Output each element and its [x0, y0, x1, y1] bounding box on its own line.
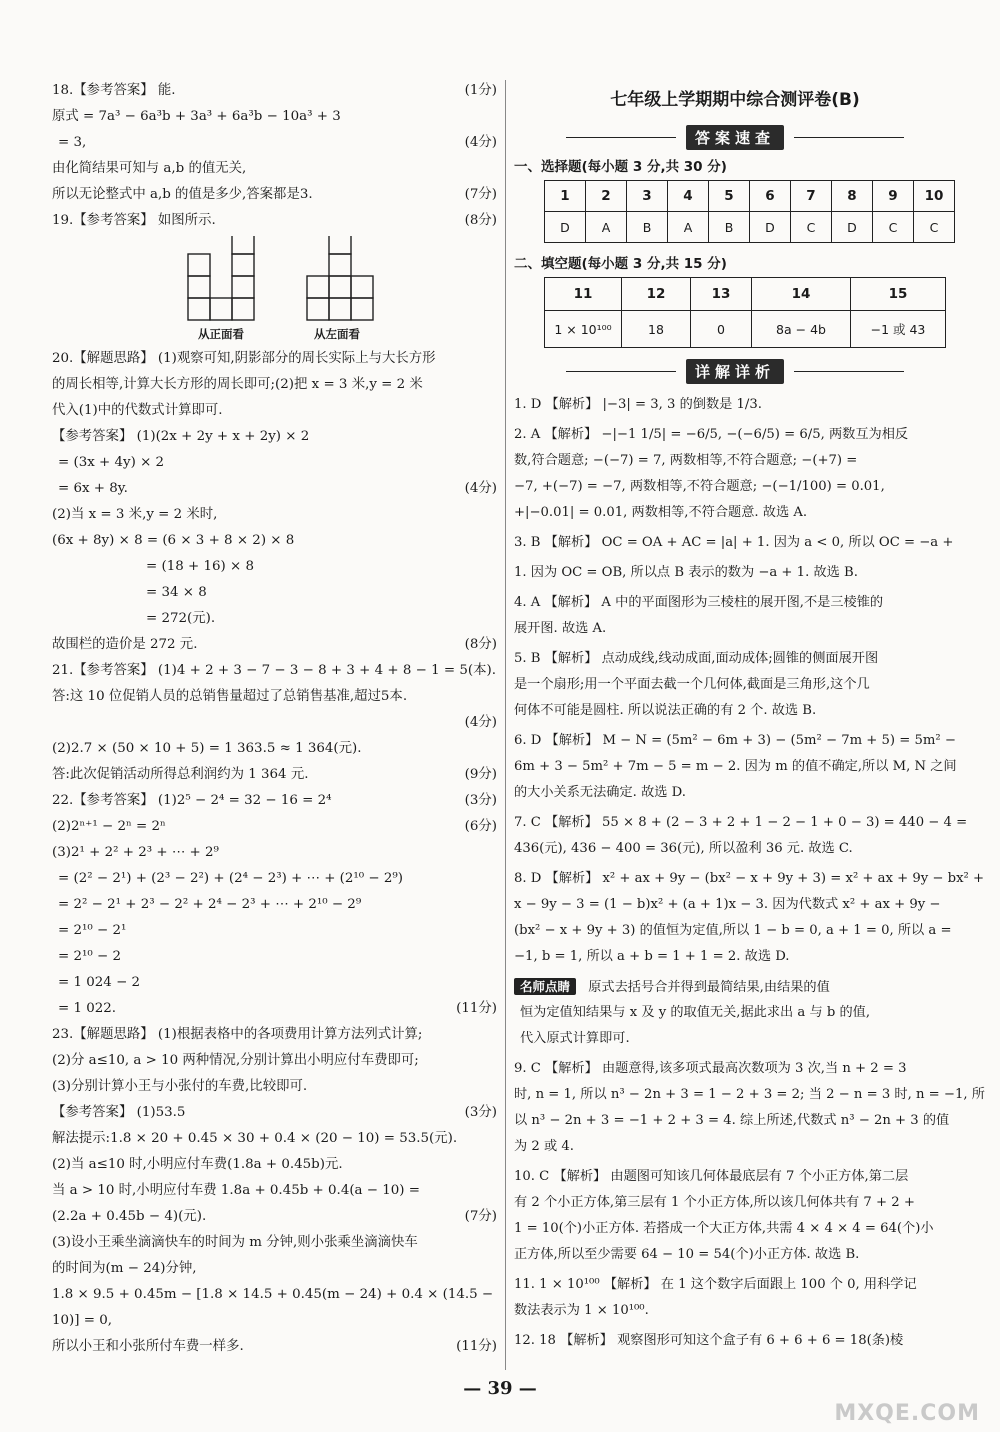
question-number-cell: 5 — [709, 181, 750, 212]
answer-text: 10)] = 0, — [52, 1313, 112, 1328]
watermark-logo: MXQE.COM — [834, 1401, 980, 1426]
answer-cell: D — [545, 212, 586, 243]
score-label: (4分) — [464, 481, 497, 496]
answer-text: 由化简结果可知与 a,b 的值无关, — [52, 161, 247, 176]
left-view-caption: 从左面看 — [314, 327, 360, 341]
answer-text: (6x + 8y) × 8 = (6 × 3 + 8 × 2) × 8 — [52, 533, 295, 548]
explanation-block-2 — [514, 1056, 985, 1354]
explanation-line: 正方体,所以至少需要 64 − 10 = 54(个)小正方体. 故选 B. — [514, 1247, 860, 1262]
score-label: (6分) — [464, 819, 497, 834]
answer-line — [52, 1126, 497, 1152]
column-divider — [505, 80, 506, 1370]
answer-line — [52, 1204, 497, 1230]
answer-text: 所以小王和小张所付车费一样多. — [52, 1339, 244, 1354]
answer-line — [52, 156, 497, 182]
answer-line — [52, 814, 497, 840]
answer-line — [52, 1230, 497, 1256]
question-number-cell: 8 — [832, 181, 873, 212]
banner-answer-quick — [514, 120, 956, 154]
answer-line — [52, 1152, 497, 1178]
answer-text: (3)2¹ + 2² + 2³ + ⋯ + 2⁹ — [52, 845, 219, 860]
answer-line — [52, 944, 497, 970]
answer-text: (2)分 a≤10, a > 10 两种情况,分别计算出小明应付车费即可; — [52, 1053, 419, 1068]
views-svg — [152, 236, 412, 322]
explanation-line: (bx² − x + 9y + 3) 的值恒为定值,所以 1 − b = 0, a + 1 = 0, 所以 a = — [514, 923, 952, 938]
answer-text: (2)当 x = 3 米,y = 2 米时, — [52, 507, 218, 522]
score-label: (4分) — [464, 135, 497, 150]
answer-text: 答:此次促销活动所得总利润约为 1 364 元. — [52, 767, 309, 782]
answer-line — [52, 1334, 497, 1360]
score-label: (3分) — [464, 793, 497, 808]
answer-text: 代入(1)中的代数式计算即可. — [52, 403, 223, 418]
answer-text: 解法提示:1.8 × 20 + 0.45 × 30 + 0.4 × (20 − 10) = 53.5(元). — [52, 1131, 458, 1146]
question-number-cell: 10 — [914, 181, 955, 212]
teacher-note-tag: 名师点睛 — [514, 978, 576, 995]
score-label: (1分) — [464, 83, 497, 98]
score-label: (11分) — [456, 1001, 497, 1016]
answer-line — [52, 346, 497, 372]
section-choice-heading: 一、选择题(每小题 3 分,共 30 分) — [514, 159, 727, 175]
answer-line — [52, 684, 497, 710]
answer-cell: A — [668, 212, 709, 243]
answer-text: = 6x + 8y. — [58, 481, 128, 496]
answer-line — [52, 1256, 497, 1282]
answer-cell: C — [873, 212, 914, 243]
explanation-line: 5. B 【解析】 点动成线,线动成面,面动成体;圆锥的侧面展开图 — [514, 651, 879, 666]
answer-line — [52, 632, 497, 658]
answer-text: = 1 022. — [58, 1001, 117, 1016]
answer-line — [52, 710, 497, 736]
answer-text: = (18 + 16) × 8 — [146, 559, 254, 574]
teacher-note — [514, 974, 956, 1052]
answer-cell: −1 或 43 — [851, 311, 946, 348]
answer-line — [52, 424, 497, 450]
score-label: (9分) — [464, 767, 497, 782]
answer-cell: A — [586, 212, 627, 243]
answer-line — [52, 1178, 497, 1204]
explanation-line: x − 9y − 3 = (1 − b)x² + (a + 1)x − 3. 因为代数式 x² + ax + 9y − — [514, 897, 941, 912]
answer-text: 的时间为(m − 24)分钟, — [52, 1261, 197, 1276]
answer-line — [52, 606, 497, 632]
explanation-line: 11. 1 × 10¹⁰⁰ 【解析】 在 1 这个数字后面跟上 100 个 0, 用科学记 — [514, 1277, 917, 1292]
right-column — [514, 78, 985, 1354]
explanation-line: 3. B 【解析】 OC = OA + AC = |a| + 1. 因为 a < 0, 所以 OC = −a + — [514, 535, 954, 550]
answer-cell: B — [627, 212, 668, 243]
answer-cell: D — [832, 212, 873, 243]
answer-text: 故围栏的造价是 272 元. — [52, 637, 198, 652]
answer-line — [52, 182, 497, 208]
answer-line — [52, 398, 497, 424]
explanation-line: 2. A 【解析】 −|−1 1/5| = −6/5, −(−6/5) = 6/5, 两数互为相反 — [514, 427, 909, 442]
explanation-line: 数,符合题意; −(−7) = 7, 两数相等,不符合题意; −(+7) = — [514, 453, 858, 468]
banner-label: 答案速查 — [686, 125, 784, 150]
answer-cell: B — [709, 212, 750, 243]
explanation-line: 展开图. 故选 A. — [514, 621, 607, 636]
answer-text: 【参考答案】 (1)53.5 — [52, 1105, 186, 1120]
question-number-cell: 2 — [586, 181, 627, 212]
answer-text: = 1 024 − 2 — [58, 975, 141, 990]
answer-text: 【参考答案】 (1)(2x + 2y + x + 2y) × 2 — [52, 429, 310, 444]
answer-line — [52, 840, 497, 866]
explanation-line: 10. C 【解析】 由题图可知该几何体最底层有 7 个小正方体,第二层 — [514, 1169, 909, 1184]
explanation-line: 1 = 10(个)小正方体. 若搭成一个大正方体,共需 4 × 4 × 4 = 64(个)小 — [514, 1221, 934, 1236]
question-number-cell: 14 — [752, 278, 851, 311]
explanation-line: 时, n = 1, 所以 n³ − 2n + 3 = 1 − 2 + 3 = 2; 当 2 − n = 3 时, n = −1, 所 — [514, 1087, 985, 1102]
explanation-line: 1. 因为 OC = OB, 所以点 B 表示的数为 −a + 1. 故选 B. — [514, 565, 858, 580]
question-number-cell: 12 — [622, 278, 691, 311]
explanation-line: 12. 18 【解析】 观察图形可知这个盒子有 6 + 6 + 6 = 18(条)棱 — [514, 1333, 904, 1348]
answer-text: 1.8 × 9.5 + 0.45m − [1.8 × 14.5 + 0.45(m − 24) + 0.4 × (14.5 − — [52, 1287, 494, 1302]
answer-text: 18.【参考答案】 能. — [52, 83, 176, 98]
exam-title: 七年级上学期期中综合测评卷(B) — [610, 90, 860, 110]
explanation-line: 9. C 【解析】 由题意得,该多项式最高次数项为 3 次,当 n + 2 = 3 — [514, 1061, 907, 1076]
explanation-line: −7, +(−7) = −7, 两数相等,不符合题意; −(−1/100) = 0.01, — [514, 479, 885, 494]
answer-cell: 1 × 10¹⁰⁰ — [545, 311, 622, 348]
answer-line — [52, 372, 497, 398]
page-number: — 39 — — [463, 1378, 537, 1399]
question-number-cell: 4 — [668, 181, 709, 212]
answer-text: 22.【参考答案】 (1)2⁵ − 2⁴ = 32 − 16 = 2⁴ — [52, 793, 332, 808]
explanation-block — [514, 392, 985, 970]
question-number-cell: 3 — [627, 181, 668, 212]
answer-line — [52, 450, 497, 476]
answer-cell: D — [750, 212, 791, 243]
explanation-line: +|−0.01| = 0.01, 两数相等,不符合题意. 故选 A. — [514, 505, 808, 520]
answer-cell: 0 — [691, 311, 752, 348]
answer-text: (2)当 a≤10 时,小明应付车费(1.8a + 0.45b)元. — [52, 1157, 343, 1172]
answer-line — [52, 918, 497, 944]
answer-line — [52, 554, 497, 580]
answer-line — [52, 996, 497, 1022]
question-number-cell: 1 — [545, 181, 586, 212]
explanation-line: 以 n³ − 2n + 3 = −1 + 2 + 3 = 4. 综上所述,代数式 n³ − 2n + 3 的值 — [514, 1113, 950, 1128]
answer-text: = 272(元). — [146, 611, 216, 626]
answer-line — [52, 1022, 497, 1048]
teacher-note-line: 原式去括号合并得到最简结果,由结果的值 — [588, 980, 830, 995]
teacher-note-line: 代入原式计算即可. — [520, 1031, 630, 1046]
answer-text: (3)分别计算小王与小张付的车费,比较即可. — [52, 1079, 308, 1094]
explanation-line: 有 2 个小正方体,第三层有 1 个小正方体,所以该几何体共有 7 + 2 + — [514, 1195, 915, 1210]
explanation-line: 是一个扇形;用一个平面去截一个几何体,截面是三角形,这个几 — [514, 677, 870, 692]
answer-text: 所以无论整式中 a,b 的值是多少,答案都是3. — [52, 187, 313, 202]
answer-line — [52, 1282, 497, 1308]
banner-detail — [514, 354, 956, 388]
explanation-line: 8. D 【解析】 x² + ax + 9y − (bx² − x + 9y + 3) = x² + ax + 9y − bx² + — [514, 871, 985, 886]
answer-line — [52, 736, 497, 762]
fill-answer-table — [544, 277, 946, 348]
explanation-line: 为 2 或 4. — [514, 1139, 574, 1154]
banner-label: 详解详析 — [686, 359, 784, 384]
three-view-figures — [52, 234, 497, 346]
answer-line — [52, 528, 497, 554]
answer-text: 21.【参考答案】 (1)4 + 2 + 3 − 7 − 3 − 8 + 3 + 4 + 8 − 1 = 5(本). — [52, 663, 497, 678]
explanation-line: 数法表示为 1 × 10¹⁰⁰. — [514, 1303, 649, 1318]
answer-line — [52, 762, 497, 788]
answer-text: = 2¹⁰ − 2 — [58, 949, 121, 964]
answer-line — [52, 1048, 497, 1074]
explanation-line: 436(元), 436 − 400 = 36(元), 所以盈利 36 元. 故选 C. — [514, 841, 853, 856]
front-view-caption: 从正面看 — [198, 327, 244, 341]
score-label: (8分) — [464, 213, 497, 228]
answer-text: 20.【解题思路】 (1)观察可知,阴影部分的周长实际上与大长方形 — [52, 351, 436, 366]
explanation-line: 的大小关系无法确定. 故选 D. — [514, 785, 686, 800]
answer-line — [52, 658, 497, 684]
answer-text: 答:这 10 位促销人员的总销售量超过了总销售基准,超过5本. — [52, 689, 408, 704]
answer-line — [52, 788, 497, 814]
answer-line — [52, 892, 497, 918]
answer-text: = (3x + 4y) × 2 — [58, 455, 165, 470]
answer-text: 的周长相等,计算大长方形的周长即可;(2)把 x = 3 米,y = 2 米 — [52, 377, 423, 392]
answer-text: = (2² − 2¹) + (2³ − 2²) + (2⁴ − 2³) + ⋯ + (2¹⁰ − 2⁹) — [58, 871, 403, 886]
answer-text: = 34 × 8 — [146, 585, 207, 600]
score-label: (8分) — [464, 637, 497, 652]
explanation-line: 4. A 【解析】 A 中的平面图形为三棱柱的展开图,不是三棱锥的 — [514, 595, 884, 610]
answer-text: = 3, — [58, 135, 87, 150]
score-label: (7分) — [464, 187, 497, 202]
answer-line — [52, 476, 497, 502]
question-number-cell: 6 — [750, 181, 791, 212]
answer-text: = 2² − 2¹ + 2³ − 2² + 2⁴ − 2³ + ⋯ + 2¹⁰ − 2⁹ — [58, 897, 362, 912]
section-fill-heading: 二、填空题(每小题 3 分,共 15 分) — [514, 256, 727, 272]
left-column — [52, 78, 497, 1360]
answer-text: (3)设小王乘坐滴滴快车的时间为 m 分钟,则小张乘坐滴滴快车 — [52, 1235, 418, 1250]
answer-line — [52, 502, 497, 528]
explanation-line: 6m + 3 − 5m² + 7m − 5 = m − 2. 因为 m 的值不确定,所以 M, N 之间 — [514, 759, 957, 774]
answer-text: 19.【参考答案】 如图所示. — [52, 213, 216, 228]
answer-line — [52, 580, 497, 606]
answer-cell: 8a − 4b — [752, 311, 851, 348]
answer-text: = 2¹⁰ − 2¹ — [58, 923, 127, 938]
answer-line — [52, 104, 497, 130]
answer-text: 当 a > 10 时,小明应付车费 1.8a + 0.45b + 0.4(a − 10) = — [52, 1183, 421, 1198]
answer-cell: C — [914, 212, 955, 243]
answer-text: 23.【解题思路】 (1)根据表格中的各项费用计算方法列式计算; — [52, 1027, 423, 1042]
answer-line — [52, 970, 497, 996]
answer-line — [52, 1074, 497, 1100]
answer-line — [52, 1100, 497, 1126]
teacher-note-line: 恒为定值知结果与 x 及 y 的取值无关,据此求出 a 与 b 的值, — [520, 1005, 871, 1020]
answer-cell: 18 — [622, 311, 691, 348]
score-label: (11分) — [456, 1339, 497, 1354]
answer-text: (2)2ⁿ⁺¹ − 2ⁿ = 2ⁿ — [52, 819, 166, 834]
answer-line — [52, 1308, 497, 1334]
choice-answer-table — [544, 180, 955, 243]
question-number-cell: 15 — [851, 278, 946, 311]
explanation-line: 1. D 【解析】 |−3| = 3, 3 的倒数是 1/3. — [514, 397, 762, 412]
answer-text: (2)2.7 × (50 × 10 + 5) = 1 363.5 ≈ 1 364(元). — [52, 741, 362, 756]
answer-text: 原式 = 7a³ − 6a³b + 3a³ + 6a³b − 10a³ + 3 — [52, 109, 341, 124]
explanation-line: 6. D 【解析】 M − N = (5m² − 6m + 3) − (5m² − 7m + 5) = 5m² − — [514, 733, 956, 748]
score-label: (4分) — [464, 715, 497, 730]
answer-line — [52, 866, 497, 892]
explanation-line: −1, b = 1, 所以 a + b = 1 + 1 = 2. 故选 D. — [514, 949, 790, 964]
question-number-cell: 9 — [873, 181, 914, 212]
answer-text: (2.2a + 0.45b − 4)(元). — [52, 1209, 207, 1224]
score-label: (7分) — [464, 1209, 497, 1224]
explanation-line: 7. C 【解析】 55 × 8 + (2 − 3 + 2 + 1 − 2 − 1 + 0 − 3) = 440 − 4 = — [514, 815, 968, 830]
score-label: (3分) — [464, 1105, 497, 1120]
answer-cell: C — [791, 212, 832, 243]
explanation-line: 何体不可能是圆柱. 所以说法正确的有 2 个. 故选 B. — [514, 703, 817, 718]
answer-line — [52, 130, 497, 156]
answer-line — [52, 78, 497, 104]
question-number-cell: 13 — [691, 278, 752, 311]
answer-line — [52, 208, 497, 234]
question-number-cell: 11 — [545, 278, 622, 311]
question-number-cell: 7 — [791, 181, 832, 212]
